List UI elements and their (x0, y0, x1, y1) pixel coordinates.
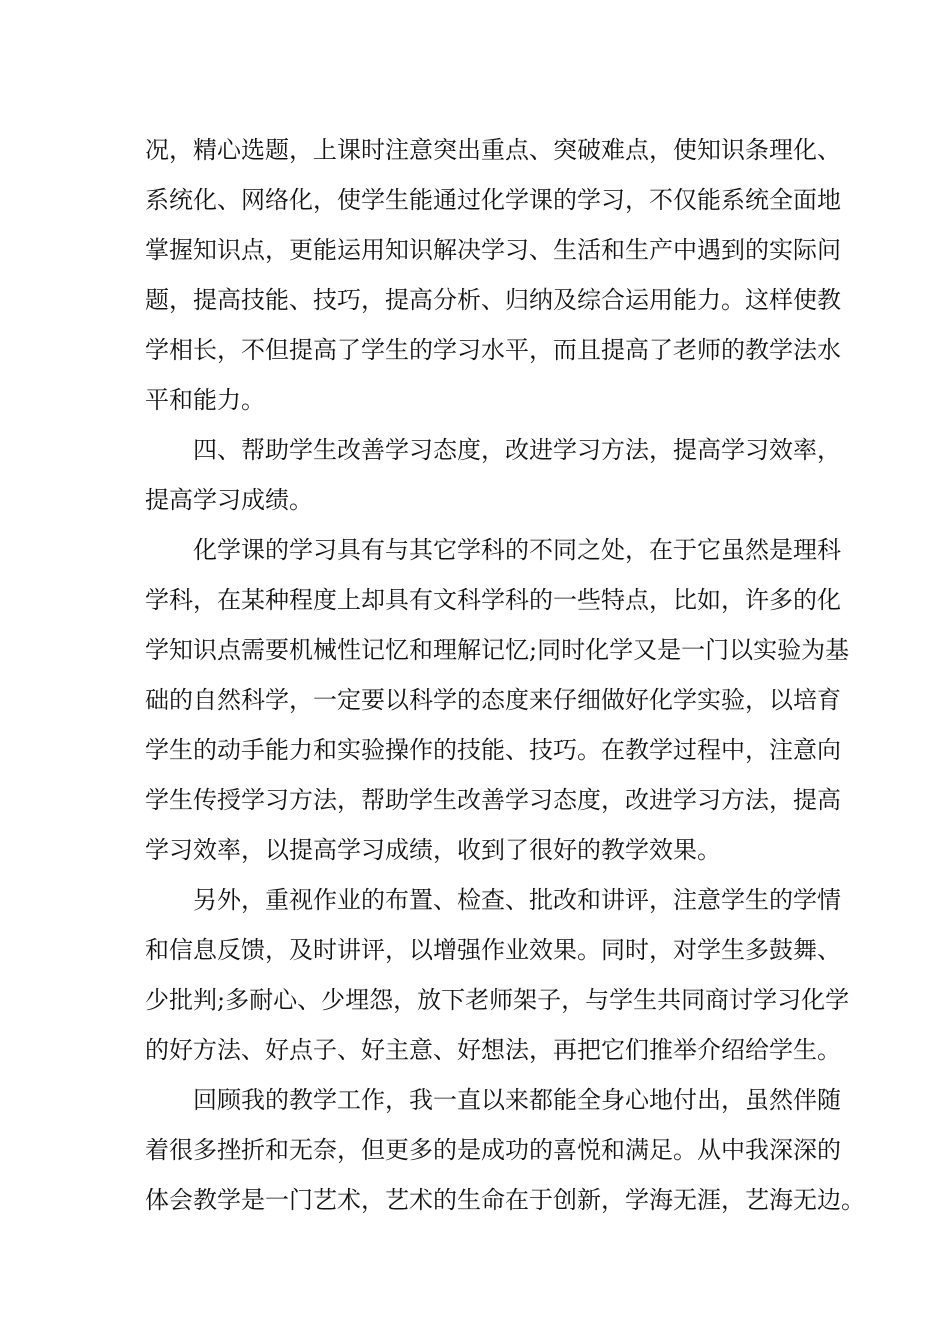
paragraph-line: 另外，重视作业的布置、检查、批改和讲评，注意学生的学情 (193, 886, 841, 914)
paragraph-line: 回顾我的教学工作，我一直以来都能全身心地付出，虽然伴随 (193, 1086, 841, 1114)
section-heading-line: 提高学习成绩。 (145, 486, 313, 514)
paragraph-line: 题，提高技能、技巧，提高分析、归纳及综合运用能力。这样使教 (145, 286, 841, 314)
section-heading-line: 四、帮助学生改善学习态度，改进学习方法，提高学习效率， (193, 436, 841, 464)
paragraph-line: 少批判;多耐心、少埋怨，放下老师架子，与学生共同商讨学习化学 (145, 986, 850, 1014)
paragraph-line: 学生的动手能力和实验操作的技能、技巧。在教学过程中，注意向 (145, 736, 841, 764)
paragraph-line: 着很多挫折和无奈，但更多的是成功的喜悦和满足。从中我深深的 (145, 1136, 841, 1164)
paragraph-line: 学相长，不但提高了学生的学习水平，而且提高了老师的教学法水 (145, 336, 841, 364)
paragraph-line: 学科，在某种程度上却具有文科学科的一些特点，比如，许多的化 (145, 586, 841, 614)
paragraph-line: 础的自然科学，一定要以科学的态度来仔细做好化学实验，以培育 (145, 686, 841, 714)
paragraph-line: 的好方法、好点子、好主意、好想法，再把它们推举介绍给学生。 (145, 1036, 841, 1064)
paragraph-line: 学生传授学习方法，帮助学生改善学习态度，改进学习方法，提高 (145, 786, 841, 814)
paragraph-line: 学知识点需要机械性记忆和理解记忆;同时化学又是一门以实验为基 (145, 636, 850, 664)
paragraph-line: 平和能力。 (145, 386, 265, 414)
paragraph-line: 系统化、网络化，使学生能通过化学课的学习，不仅能系统全面地 (145, 186, 841, 214)
paragraph-line: 学习效率，以提高学习成绩，收到了很好的教学效果。 (145, 836, 721, 864)
paragraph-line: 化学课的学习具有与其它学科的不同之处，在于它虽然是理科 (193, 536, 841, 564)
paragraph-line: 况，精心选题，上课时注意突出重点、突破难点，使知识条理化、 (145, 136, 841, 164)
paragraph-line: 体会教学是一门艺术，艺术的生命在于创新，学海无涯，艺海无边。 (145, 1186, 865, 1214)
paragraph-line: 掌握知识点，更能运用知识解决学习、生活和生产中遇到的实际问 (145, 236, 841, 264)
paragraph-line: 和信息反馈，及时讲评，以增强作业效果。同时，对学生多鼓舞、 (145, 936, 841, 964)
